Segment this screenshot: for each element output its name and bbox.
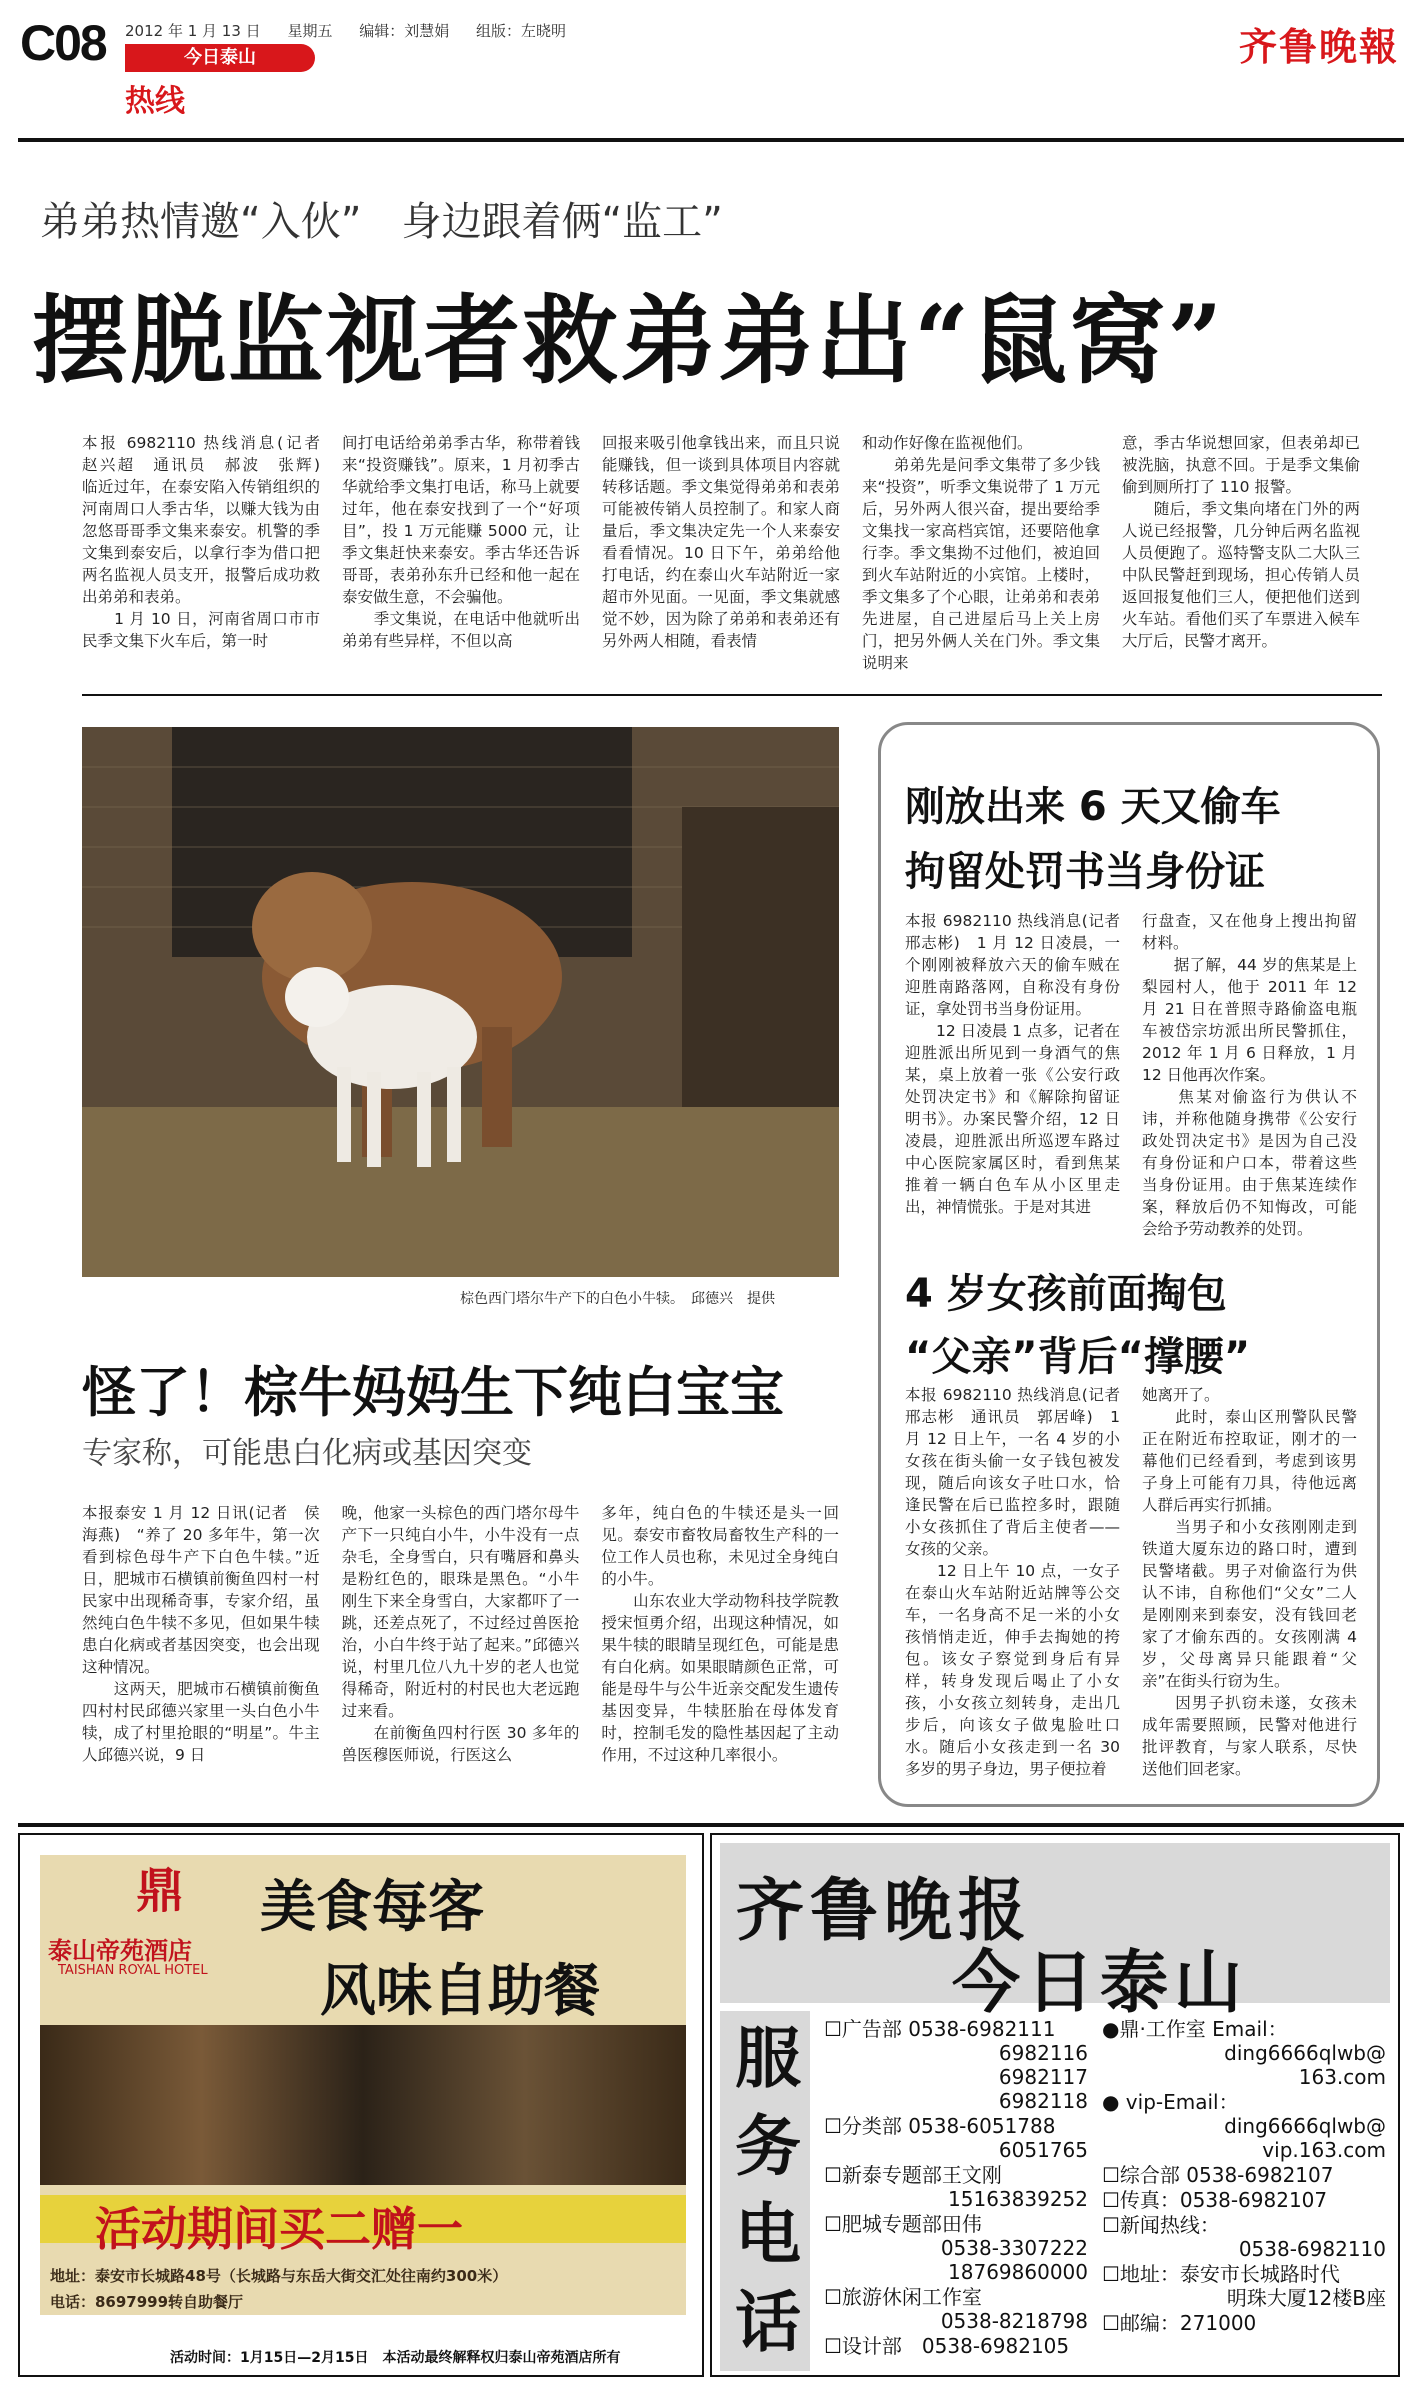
contact-extra: 0538-8218798 <box>940 2309 1088 2333</box>
article2-column: 本报泰安 1 月 12 日讯(记者 侯海燕) “养了 20 多年牛，第一次看到棕色母牛产下白色牛犊。”近日，肥城市石横镇前衡鱼四村一村民家中出现稀奇事，专家介绍，虽然纯白色牛犊不多见，但如果牛犊患白化病或者基因突变，也会出现这种情况。 这两天，肥城市石横镇前衡鱼四村村民邱德兴家里一头白色小牛犊，成了村里抢眼的“明星”。牛主人邱德兴说，9 日 <box>82 1504 320 1764</box>
contact-item <box>824 2114 1094 2162</box>
article2-column: 晚，他家一头棕色的西门塔尔母牛产下一只纯白小牛，小牛没有一点杂毛，全身雪白，只有嘴唇和鼻头是粉红色的，眼珠是黑色。“小牛刚生下来全身雪白，大家都吓了一跳，还差点死了，不过经过兽医抢治，小白牛终于站了起来。”邱德兴说，村里几位八九十岁的老人也觉得稀奇，附近村的村民也大老远跑过来看。 在前衡鱼四村行医 30 多年的兽医穆医师说，行医这么 <box>341 1504 580 1764</box>
contact-label: ☐传真：0538-6982107 <box>1102 2188 1328 2212</box>
layout-credit: 组版：左晓明 <box>476 22 567 40</box>
page-header <box>0 0 1417 130</box>
hotel-phone: 电话：8697999转自助餐厅 <box>50 2293 244 2311</box>
contact-extra: 0538-3307222 18769860000 <box>940 2236 1088 2284</box>
contact-item <box>824 2334 1094 2358</box>
vertical-label-char: 服 <box>735 2020 801 2097</box>
sidebar-story1-column: 行盘查，又在他身上搜出拘留材料。 据了解，44 岁的焦某是上梨园村人，他于 2011 年 12 月 21 日在普照寺路偷盗电瓶车被岱宗坊派出所民警抓住，2012 年 1 月 6 日释放，1 月 12 日他再次作案。 焦某对偷盗行为供认不讳，并称他随身携带《公安行政处罚决定书》是因为自己没有身份证和户口本，带着这些当身份证用。由于焦某连续作案，释放后仍不知悔改，可能会给予劳动教养的处罚。 <box>1142 912 1357 1238</box>
contact-label: ☐地址：泰安市长城路时代 <box>1102 2262 1340 2286</box>
hotel-logo: 鼎 <box>135 1863 184 1919</box>
contact-item <box>1102 2163 1392 2187</box>
ad-title-2: 今日泰山 <box>952 1944 1249 2023</box>
section-tag: 今日泰山 <box>125 44 315 72</box>
page-number: C08 <box>20 15 106 71</box>
header-rule <box>18 138 1404 142</box>
article1-body <box>82 432 1382 674</box>
article1-column: 回报来吸引他拿钱出来，而且只说能赚钱，但一谈到具体项目内容就转移话题。季文集觉得弟弟和表弟可能被传销人员控制了。和家人商量后，季文集决定先一个人来泰安看看情况。10 日下午，弟弟给他打电话，约在泰山火车站附近一家超市外见面。一见面，季文集就感觉不妙，因为除了弟弟和表弟还有另外两人相随，看表情 <box>602 434 840 650</box>
contact-item <box>1102 2090 1392 2162</box>
sidebar-story2-column: 她离开了。 此时，泰山区刑警队民警正在附近布控取证，刚才的一幕他们已经看到，考虑到该男子身上可能有刀具，待他远离人群后再实行抓捕。 当男子和小女孩刚刚走到铁道大厦东边的路口时，遭到民警堵截。男子对偷盗行为供认不讳，自称他们“父女”二人是刚刚来到泰安，没有钱回老家了才偷东西的。女孩刚满 4 岁，父母离异只能跟着“父亲”在街头行窃为生。 因男子扒窃未遂，女孩未成年需要照顾，民警对他进行批评教育，与家人联系，尽快送他们回老家。 <box>1142 1386 1357 1778</box>
newspaper-brand: 齐鲁晚報 <box>1238 24 1399 69</box>
contact-item <box>824 2017 1094 2113</box>
contacts-right <box>1102 2017 1392 2336</box>
article1-kicker: 弟弟热情邀“入伙” 身边跟着俩“监工” <box>40 199 723 245</box>
cow-photo <box>82 727 839 1277</box>
sidebar-story1-body <box>905 910 1357 1240</box>
bottom-rule <box>18 1823 1404 1827</box>
contact-extra: ding6666qlwb@ <box>1224 2114 1386 2138</box>
contact-extra: 163.com <box>1298 2065 1386 2089</box>
contact-label: ● vip-Email： <box>1102 2090 1239 2114</box>
contact-item <box>1102 2213 1392 2261</box>
contact-item <box>824 2285 1094 2333</box>
contact-label: ☐新泰专题部王文刚 <box>824 2163 1002 2187</box>
hotel-name-en: TAISHAN ROYAL HOTEL <box>58 1963 208 1978</box>
contact-extra: ding6666qlwb@ <box>1224 2041 1386 2065</box>
article2-body <box>82 1502 839 1766</box>
vertical-label-char: 务 <box>735 2108 801 2185</box>
header-meta <box>125 20 588 41</box>
vertical-label-char: 话 <box>735 2284 801 2361</box>
buffet-photo <box>40 2025 686 2185</box>
article1-headline: 摆脱监视者救弟弟出“鼠窝” <box>32 284 1225 397</box>
hotel-address: 地址：泰安市长城路48号（长城路与东岳大街交汇处往南约300米） <box>50 2267 508 2285</box>
contact-item <box>1102 2262 1392 2310</box>
hotel-name-cn: 泰山帝苑酒店 <box>48 1937 192 1965</box>
vertical-label <box>728 2015 808 2367</box>
sidebar-story2-headline-1: 4 岁女孩前面掏包 <box>905 1271 1227 1317</box>
photo-caption: 棕色西门塔尔牛产下的白色小牛犊。 邱德兴 提供 <box>460 1291 775 1307</box>
issue-weekday: 星期五 <box>287 22 333 40</box>
contact-item <box>1102 2311 1392 2335</box>
contact-extra: vip.163.com <box>1262 2138 1386 2162</box>
contact-extra: 15163839252 <box>948 2187 1088 2211</box>
article1-column: 意，季古华说想回家，但表弟却已被洗脑，执意不回。于是季文集偷偷到厕所打了 110 报警。 随后，季文集向堵在门外的两人说已经报警，几分钟后两名监视人员便跑了。巡特警支队二大队三中队民警赶到现场，担心传销人员返回报复他们三人，便把他们送到火车站。看他们买了车票进入候车大厅后，民警才离开。 <box>1122 434 1360 650</box>
promo-text: 活动期间买二赠一 <box>95 2202 463 2256</box>
sidebar-story1-headline-1: 刚放出来 6 天又偷车 <box>905 784 1281 830</box>
article2-column: 多年，纯白色的牛犊还是头一回见。泰安市畜牧局畜牧生产科的一位工作人员也称，未见过全身纯白的小牛。 山东农业大学动物科技学院教授宋恒勇介绍，出现这种情况，如果牛犊的眼睛呈现红色，可能是患有白化病。如果眼睛颜色正常，可能是母牛与公牛近亲交配发生遗传基因变异，牛犊胚胎在母体发育时，控制毛发的隐性基因起了主动作用，不过这种几率很小。 <box>601 1504 840 1764</box>
contact-item <box>824 2212 1094 2284</box>
contact-label: ☐分类部 0538-6051788 <box>824 2114 1056 2138</box>
contact-label: ☐旅游休闲工作室 <box>824 2285 982 2309</box>
contact-extra: 6982116 <box>998 2041 1088 2065</box>
contact-label: ☐新闻热线： <box>1102 2213 1220 2237</box>
service-phone-ad <box>710 1833 1400 2377</box>
contact-label: ☐肥城专题部田伟 <box>824 2212 982 2236</box>
cow-photo-illustration <box>82 727 839 1277</box>
sidebar-story1-column: 本报 6982110 热线消息(记者 邢志彬) 1 月 12 日凌晨，一个刚刚被释放六天的偷车贼在迎胜南路落网，自称没有身份证，拿处罚书当身份证用。 12 日凌晨 1 点多，记者在迎胜派出所见到一身酒气的焦某，桌上放着一张《公安行政处罚决定书》和《解除拘留证明书》。办案民警介绍，12 日凌晨，迎胜派出所巡逻车路过中心医院家属区时，看到焦某推着一辆白色车从小区里走出，神情慌张。于是对其进 <box>905 912 1120 1216</box>
vertical-label-char: 电 <box>735 2196 801 2273</box>
contact-extra: 6982117 <box>998 2065 1088 2089</box>
contacts-left <box>824 2017 1094 2359</box>
article2-headline: 怪了！棕牛妈妈生下纯白宝宝 <box>82 1360 784 1424</box>
contact-label: ☐广告部 0538-6982111 <box>824 2017 1056 2041</box>
contact-label: ●鼎·工作室 Email： <box>1102 2017 1288 2041</box>
editor-credit: 编辑：刘慧娟 <box>359 22 450 40</box>
sidebar-story2-column: 本报 6982110 热线消息(记者 邢志彬 通讯员 郭居峰) 1 月 12 日上午，一名 4 岁的小女孩在街头偷一女子钱包被发现，随后向该女子吐口水，恰逢民警在后已监控多时，跟随小女孩抓住了背后主使者——女孩的父亲。 12 日上午 10 点，一女子在泰山火车站附近站牌等公交车，一名身高不足一米的小女孩悄悄走近，伸手去掏她的挎包。该女子察觉到身后有异样，转身发现后喝止了小女孩，小女孩立刻转身，走出几步后，向该女子做鬼脸吐口水。随后小女孩走到一名 30 多岁的男子身边，男子便拉着 <box>905 1386 1120 1778</box>
contact-item <box>1102 2188 1392 2212</box>
ad-slogan-2: 风味自助餐 <box>320 1958 600 2024</box>
sidebar-story2-body <box>905 1384 1357 1780</box>
contact-item <box>1102 2017 1392 2089</box>
contact-extra: 6051765 <box>998 2138 1088 2162</box>
contact-label: ☐邮编：271000 <box>1102 2311 1257 2335</box>
article1-column: 本报 6982110 热线消息(记者 赵兴超 通讯员 郝波 张辉) 临近过年，在泰安陷入传销组织的河南周口人季古华，以赚大钱为由忽悠哥哥季文集来泰安。机警的季文集到泰安后，以拿行李为借口把两名监视人员支开，报警后成功救出弟弟和表弟。 1 月 10 日，河南省周口市市民季文集下火车后，第一时 <box>82 434 320 650</box>
contact-label: ☐设计部 0538-6982105 <box>824 2334 1070 2358</box>
article1-rule <box>82 694 1382 696</box>
sidebar-story2-headline-2: “父亲”背后“撑腰” <box>905 1334 1251 1380</box>
article2-subhead: 专家称，可能患白化病或基因突变 <box>82 1436 532 1471</box>
article1-column: 间打电话给弟弟季古华，称带着钱来“投资赚钱”。原来，1 月初季古华就给季文集打电话，称马上就要过年，他在泰安找到了一个“好项目”，投 1 万元能赚 5000 元，让季文集赶快来泰安。季古华还告诉哥哥，表弟孙东升已经和他一起在泰安做生意，不会骗他。 季文集说，在电话中他就听出弟弟有些异样，不但以高 <box>342 434 580 650</box>
contact-extra: 6982118 <box>998 2089 1088 2113</box>
sidebar-story1-headline-2: 拘留处罚书当身份证 <box>905 849 1265 895</box>
contact-extra: 明珠大厦12楼B座 <box>1226 2286 1386 2310</box>
article1-column: 和动作好像在监视他们。 弟弟先是问季文集带了多少钱来“投资”，听季文集说带了 1 万元后，另外两人很兴奋，提出要给季文集找一家高档宾馆，还要陪他拿行李。季文集拗不过他们，被迫回到火车站附近的小宾馆。上楼时，季文集多了个心眼，让弟弟和表弟先进屋，自己进屋后马上关上房门，把另外俩人关在门外。季文集说明来 <box>862 434 1100 672</box>
issue-date: 2012 年 1 月 13 日 <box>125 22 261 40</box>
contact-extra: 0538-6982110 <box>1238 2237 1386 2261</box>
contact-label: ☐综合部 0538-6982107 <box>1102 2163 1334 2187</box>
contact-item <box>824 2163 1094 2211</box>
ad-title-1: 齐鲁晚报 <box>736 1872 1033 1951</box>
ad-footer: 活动时间：1月15日—2月15日 本活动最终解释权归泰山帝苑酒店所有 <box>170 2350 621 2366</box>
hotel-ad <box>18 1833 704 2377</box>
ad-slogan-1: 美食每客 <box>260 1874 484 1940</box>
section-subtitle: 热线 <box>125 84 185 119</box>
